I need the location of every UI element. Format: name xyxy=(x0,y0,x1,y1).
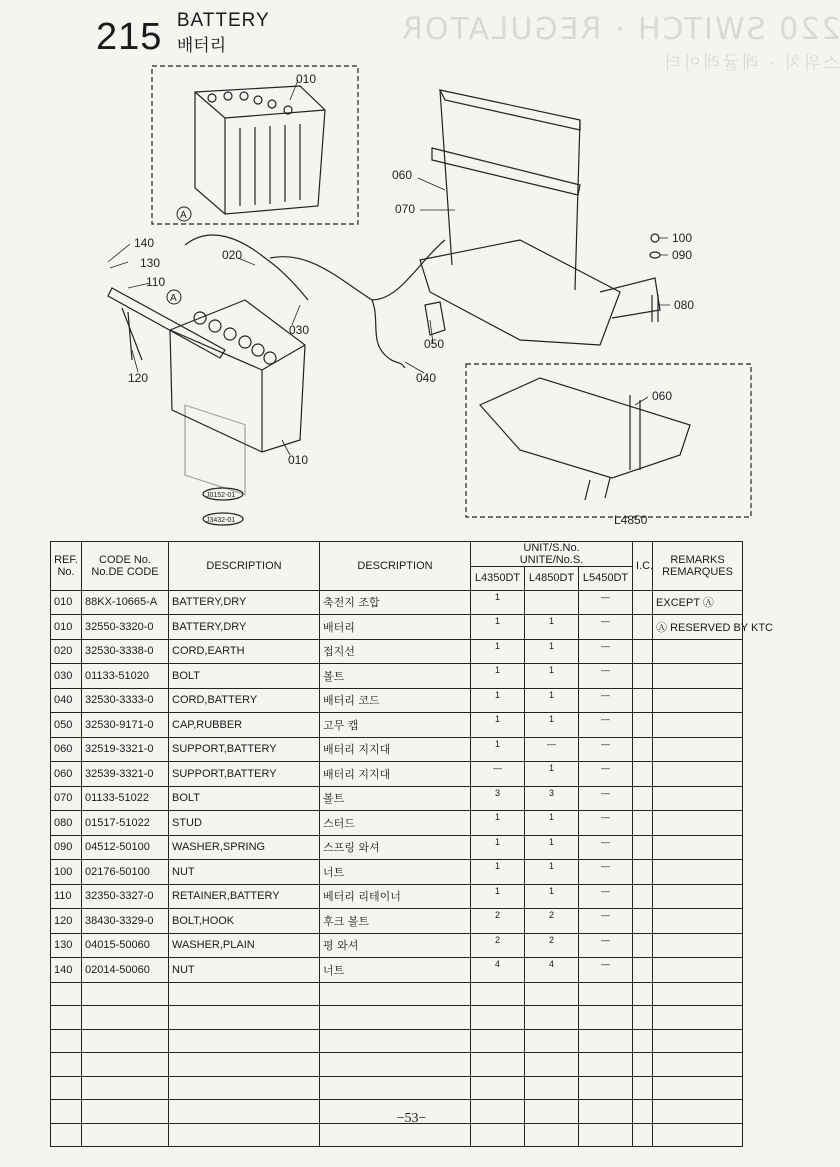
callout-070: 070 xyxy=(395,202,416,216)
table-row-empty xyxy=(51,1006,743,1030)
ic-cell xyxy=(633,615,653,640)
table-row xyxy=(51,884,743,909)
korean-description-cell: 배터리 지지대 xyxy=(320,762,471,787)
qty-l4850dt-cell xyxy=(525,590,579,615)
korean-description-cell: 너트 xyxy=(320,958,471,983)
callout-110: 110 xyxy=(146,275,166,289)
header-code: CODE No. No.DE CODE xyxy=(82,542,169,591)
korean-description-cell: 배터리 코드 xyxy=(320,688,471,713)
empty-cell xyxy=(169,1053,320,1077)
qty-l4850dt-cell: 1 xyxy=(525,664,579,689)
description-cell: SUPPORT,BATTERY xyxy=(169,737,320,762)
empty-cell xyxy=(633,1076,653,1100)
empty-cell xyxy=(653,1029,743,1053)
korean-description-cell: 베터리 리테이너 xyxy=(320,884,471,909)
korean-description-cell: 스터드 xyxy=(320,811,471,836)
korean-description-cell: 접지선 xyxy=(320,639,471,664)
qty-l5450dt-cell: — xyxy=(579,762,633,787)
qty-l4850dt-cell: 1 xyxy=(525,811,579,836)
korean-description-cell: 축전지 조합 xyxy=(320,590,471,615)
qty-l5450dt-cell: — xyxy=(579,737,633,762)
qty-l4850dt-cell: 1 xyxy=(525,860,579,885)
ic-cell xyxy=(633,590,653,615)
ic-cell xyxy=(633,884,653,909)
table-row xyxy=(51,835,743,860)
section-title-kr: 배터리 xyxy=(176,36,227,56)
qty-l5450dt-cell: — xyxy=(579,615,633,640)
code-cell: 32550-3320-0 xyxy=(82,615,169,640)
empty-cell xyxy=(653,1006,743,1030)
ref-cell: 100 xyxy=(51,860,82,885)
ic-cell xyxy=(633,688,653,713)
header-model-2: L4850DT xyxy=(525,567,579,591)
ref-cell: 060 xyxy=(51,762,82,787)
stamp-code-2: J3432-01 xyxy=(206,517,236,524)
qty-l5450dt-cell: — xyxy=(579,835,633,860)
empty-cell xyxy=(471,1076,525,1100)
description-cell: RETAINER,BATTERY xyxy=(169,884,320,909)
remarks-cell xyxy=(653,884,743,909)
qty-l4350dt-cell: 2 xyxy=(471,933,525,958)
qty-l4850dt-cell: 1 xyxy=(525,762,579,787)
empty-cell xyxy=(51,1053,82,1077)
qty-l4350dt-cell: 1 xyxy=(471,664,525,689)
qty-l5450dt-cell: — xyxy=(579,884,633,909)
code-cell: 01133-51020 xyxy=(82,664,169,689)
qty-l4350dt-cell: 1 xyxy=(471,639,525,664)
remarks-cell xyxy=(653,713,743,738)
qty-l4850dt-cell: 2 xyxy=(525,909,579,934)
remarks-cell xyxy=(653,811,743,836)
remarks-cell xyxy=(653,688,743,713)
empty-cell xyxy=(320,1006,471,1030)
ref-cell: 090 xyxy=(51,835,82,860)
figure-code: L4850 xyxy=(614,513,648,527)
table-row xyxy=(51,958,743,983)
table-row xyxy=(51,688,743,713)
empty-cell xyxy=(51,982,82,1006)
ic-cell xyxy=(633,958,653,983)
empty-cell xyxy=(525,1053,579,1077)
qty-l4850dt-cell: 1 xyxy=(525,688,579,713)
empty-cell xyxy=(633,1029,653,1053)
inset-box-support xyxy=(466,364,751,517)
header-unit: UNIT/S.No. UNITE/No.S. xyxy=(471,542,633,567)
retainer-bar xyxy=(108,288,225,358)
description-cell: NUT xyxy=(169,860,320,885)
table-row xyxy=(51,933,743,958)
ic-cell xyxy=(633,909,653,934)
table-row-empty xyxy=(51,1029,743,1053)
description-cell: NUT xyxy=(169,958,320,983)
remarks-cell: Ⓐ RESERVED BY KTC xyxy=(653,615,743,640)
code-cell: 04512-50100 xyxy=(82,835,169,860)
table-row xyxy=(51,639,743,664)
header-desc-kr: DESCRIPTION xyxy=(320,542,471,591)
empty-cell xyxy=(579,1076,633,1100)
ic-cell xyxy=(633,664,653,689)
empty-cell xyxy=(579,982,633,1006)
korean-description-cell: 고무 캡 xyxy=(320,713,471,738)
qty-l4350dt-cell: 1 xyxy=(471,811,525,836)
ic-cell xyxy=(633,933,653,958)
header-remarks: REMARKS REMARQUES xyxy=(653,542,743,591)
header-desc-en: DESCRIPTION xyxy=(169,542,320,591)
remarks-cell xyxy=(653,762,743,787)
empty-cell xyxy=(320,982,471,1006)
ghost-line-2: 스위치 · 레귤레이터 xyxy=(662,53,840,74)
table-row-empty xyxy=(51,1076,743,1100)
ic-cell xyxy=(633,762,653,787)
code-cell: 32530-3338-0 xyxy=(82,639,169,664)
callout-040: 040 xyxy=(416,371,437,385)
qty-l5450dt-cell: — xyxy=(579,713,633,738)
code-cell: 01517-51022 xyxy=(82,811,169,836)
callout-090: 090 xyxy=(672,248,693,262)
ref-cell: 120 xyxy=(51,909,82,934)
empty-cell xyxy=(579,1053,633,1077)
ic-cell xyxy=(633,811,653,836)
code-cell: 32530-9171-0 xyxy=(82,713,169,738)
code-cell: 38430-3329-0 xyxy=(82,909,169,934)
qty-l4350dt-cell: — xyxy=(471,762,525,787)
callout-080: 080 xyxy=(674,298,695,312)
section-title-en: BATTERY xyxy=(176,10,270,31)
table-row xyxy=(51,909,743,934)
ic-cell xyxy=(633,835,653,860)
description-cell: BOLT xyxy=(169,786,320,811)
ref-cell: 070 xyxy=(51,786,82,811)
qty-l5450dt-cell: — xyxy=(579,688,633,713)
ref-cell: 040 xyxy=(51,688,82,713)
remarks-cell xyxy=(653,786,743,811)
qty-l4350dt-cell: 1 xyxy=(471,688,525,713)
description-cell: WASHER,PLAIN xyxy=(169,933,320,958)
header-ic: I.C. xyxy=(633,542,653,591)
section-number: 215 xyxy=(96,16,163,58)
ic-cell xyxy=(633,639,653,664)
qty-l4350dt-cell: 1 xyxy=(471,615,525,640)
qty-l4850dt-cell: — xyxy=(525,737,579,762)
qty-l4350dt-cell: 1 xyxy=(471,590,525,615)
qty-l4850dt-cell: 1 xyxy=(525,884,579,909)
empty-cell xyxy=(525,982,579,1006)
ref-cell: 030 xyxy=(51,664,82,689)
korean-description-cell: 배터리 xyxy=(320,615,471,640)
empty-cell xyxy=(169,982,320,1006)
description-cell: CORD,EARTH xyxy=(169,639,320,664)
ic-cell xyxy=(633,860,653,885)
code-cell: 02014-50060 xyxy=(82,958,169,983)
qty-l5450dt-cell: — xyxy=(579,786,633,811)
code-cell: 01133-51022 xyxy=(82,786,169,811)
empty-cell xyxy=(320,1053,471,1077)
remarks-cell xyxy=(653,639,743,664)
empty-cell xyxy=(471,982,525,1006)
empty-cell xyxy=(82,1053,169,1077)
battery-illustration-main xyxy=(170,300,305,495)
empty-cell xyxy=(653,1053,743,1077)
code-cell: 32539-3321-0 xyxy=(82,762,169,787)
callout-140: 140 xyxy=(134,236,155,250)
empty-cell xyxy=(82,1006,169,1030)
empty-cell xyxy=(169,1029,320,1053)
callout-060-inset: 060 xyxy=(652,389,673,403)
qty-l4350dt-cell: 4 xyxy=(471,958,525,983)
qty-l5450dt-cell: — xyxy=(579,639,633,664)
remarks-cell xyxy=(653,958,743,983)
table-row xyxy=(51,762,743,787)
hook-bolt xyxy=(122,308,142,360)
empty-cell xyxy=(51,1076,82,1100)
ref-cell: 140 xyxy=(51,958,82,983)
description-cell: BOLT xyxy=(169,664,320,689)
empty-cell xyxy=(653,982,743,1006)
table-row xyxy=(51,786,743,811)
remarks-cell xyxy=(653,664,743,689)
ic-cell xyxy=(633,713,653,738)
qty-l5450dt-cell: — xyxy=(579,909,633,934)
remarks-cell xyxy=(653,933,743,958)
table-row xyxy=(51,664,743,689)
table-row xyxy=(51,615,743,640)
qty-l5450dt-cell: — xyxy=(579,664,633,689)
stamp-code-1: J0152-01 xyxy=(206,492,236,499)
description-cell: SUPPORT,BATTERY xyxy=(169,762,320,787)
description-cell: CAP,RUBBER xyxy=(169,713,320,738)
callout-010-inset: 010 xyxy=(296,72,317,86)
qty-l4350dt-cell: 1 xyxy=(471,860,525,885)
empty-cell xyxy=(653,1076,743,1100)
qty-l4350dt-cell: 1 xyxy=(471,835,525,860)
qty-l5450dt-cell: — xyxy=(579,860,633,885)
callout-010-main: 010 xyxy=(288,453,309,467)
battery-illustration-inset xyxy=(195,86,325,214)
marker-a-inset: A xyxy=(180,210,187,221)
empty-cell xyxy=(633,982,653,1006)
empty-cell xyxy=(579,1006,633,1030)
ref-cell: 110 xyxy=(51,884,82,909)
empty-cell xyxy=(82,982,169,1006)
remarks-cell xyxy=(653,737,743,762)
callout-060: 060 xyxy=(392,168,413,182)
empty-cell xyxy=(579,1029,633,1053)
korean-description-cell: 평 와셔 xyxy=(320,933,471,958)
qty-l4350dt-cell: 2 xyxy=(471,909,525,934)
qty-l4850dt-cell: 2 xyxy=(525,933,579,958)
empty-cell xyxy=(471,1006,525,1030)
battery-cord xyxy=(270,257,405,368)
header-ref: REF. No. xyxy=(51,542,82,591)
empty-cell xyxy=(82,1076,169,1100)
ic-cell xyxy=(633,786,653,811)
empty-cell xyxy=(633,1006,653,1030)
qty-l4350dt-cell: 1 xyxy=(471,713,525,738)
code-cell: 32350-3327-0 xyxy=(82,884,169,909)
empty-cell xyxy=(169,1076,320,1100)
empty-cell xyxy=(51,1029,82,1053)
page-number: −53− xyxy=(396,1111,427,1126)
empty-cell xyxy=(82,1029,169,1053)
korean-description-cell: 볼트 xyxy=(320,664,471,689)
exploded-parts-diagram xyxy=(0,0,823,540)
qty-l4350dt-cell: 3 xyxy=(471,786,525,811)
ref-cell: 010 xyxy=(51,615,82,640)
callout-130: 130 xyxy=(140,256,161,270)
table-row-empty xyxy=(51,1053,743,1077)
qty-l5450dt-cell: — xyxy=(579,811,633,836)
ref-cell: 050 xyxy=(51,713,82,738)
qty-l4350dt-cell: 1 xyxy=(471,884,525,909)
qty-l5450dt-cell: — xyxy=(579,590,633,615)
empty-cell xyxy=(51,1006,82,1030)
code-cell: 04015-50060 xyxy=(82,933,169,958)
callout-100: 100 xyxy=(672,231,693,245)
table-row xyxy=(51,811,743,836)
ghost-line-1: 220 SWITCH · REGULATOR xyxy=(400,12,840,47)
qty-l4850dt-cell: 4 xyxy=(525,958,579,983)
code-cell: 32530-3333-0 xyxy=(82,688,169,713)
remarks-cell xyxy=(653,860,743,885)
description-cell: BOLT,HOOK xyxy=(169,909,320,934)
description-cell: BATTERY,DRY xyxy=(169,590,320,615)
table-row-empty xyxy=(51,982,743,1006)
ref-cell: 080 xyxy=(51,811,82,836)
empty-cell xyxy=(169,1006,320,1030)
korean-description-cell: 배터리 지지대 xyxy=(320,737,471,762)
marker-a-main: A xyxy=(170,293,177,304)
empty-cell xyxy=(320,1029,471,1053)
korean-description-cell: 후크 볼트 xyxy=(320,909,471,934)
qty-l4850dt-cell: 1 xyxy=(525,615,579,640)
qty-l4850dt-cell: 3 xyxy=(525,786,579,811)
description-cell: STUD xyxy=(169,811,320,836)
qty-l4850dt-cell: 1 xyxy=(525,639,579,664)
ref-cell: 130 xyxy=(51,933,82,958)
code-cell: 88KX-10665-A xyxy=(82,590,169,615)
table-row xyxy=(51,860,743,885)
callout-020: 020 xyxy=(222,248,243,262)
qty-l4350dt-cell: 1 xyxy=(471,737,525,762)
description-cell: BATTERY,DRY xyxy=(169,615,320,640)
header-model-3: L5450DT xyxy=(579,567,633,591)
empty-cell xyxy=(525,1006,579,1030)
description-cell: WASHER,SPRING xyxy=(169,835,320,860)
callout-030: 030 xyxy=(289,323,310,337)
callout-120: 120 xyxy=(128,371,149,385)
korean-description-cell: 스프링 와셔 xyxy=(320,835,471,860)
header-model-1: L4350DT xyxy=(471,567,525,591)
empty-cell xyxy=(471,1053,525,1077)
rubber-cap xyxy=(425,302,445,335)
battery-support-frame xyxy=(420,90,660,345)
ic-cell xyxy=(633,737,653,762)
empty-cell xyxy=(633,1053,653,1077)
callout-050: 050 xyxy=(424,337,445,351)
table-row xyxy=(51,737,743,762)
ref-cell: 060 xyxy=(51,737,82,762)
code-cell: 02176-50100 xyxy=(82,860,169,885)
ref-cell: 020 xyxy=(51,639,82,664)
earth-cord xyxy=(185,235,308,300)
korean-description-cell: 볼트 xyxy=(320,786,471,811)
parts-table xyxy=(50,541,773,1147)
description-cell: CORD,BATTERY xyxy=(169,688,320,713)
qty-l5450dt-cell: — xyxy=(579,958,633,983)
empty-cell xyxy=(471,1029,525,1053)
table-row xyxy=(51,713,743,738)
qty-l4850dt-cell: 1 xyxy=(525,713,579,738)
table-row xyxy=(51,590,743,615)
empty-cell xyxy=(525,1029,579,1053)
empty-cell xyxy=(320,1076,471,1100)
korean-description-cell: 너트 xyxy=(320,860,471,885)
code-cell: 32519-3321-0 xyxy=(82,737,169,762)
qty-l4850dt-cell: 1 xyxy=(525,835,579,860)
remarks-cell xyxy=(653,909,743,934)
parts-table-body xyxy=(51,590,773,1147)
qty-l5450dt-cell: — xyxy=(579,933,633,958)
remarks-cell xyxy=(653,835,743,860)
remarks-cell: EXCEPT Ⓐ xyxy=(653,590,743,615)
ref-cell: 010 xyxy=(51,590,82,615)
empty-cell xyxy=(525,1076,579,1100)
